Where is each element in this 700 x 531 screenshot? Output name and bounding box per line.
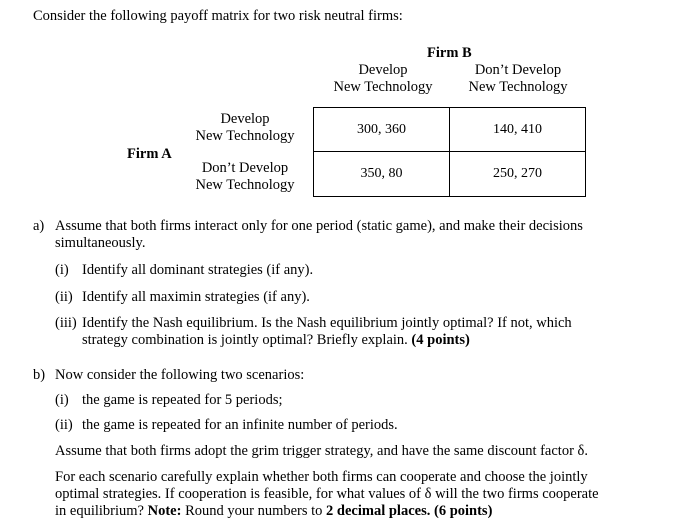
part-b-item-2-num: (ii) [55, 417, 73, 433]
part-a-item-2-text: Identify all maximin strategies (if any). [82, 289, 310, 305]
part-b-assume: Assume that both firms adopt the grim trigger strategy, and have the same discount factor δ. [55, 443, 588, 459]
part-b-points: (6 points) [433, 503, 493, 519]
part-a-item-3-num: (iii) [55, 315, 77, 331]
part-a-question [55, 218, 583, 252]
part-a-item-1-num: (i) [55, 262, 69, 278]
part-b-intro: Now consider the following two scenarios: [55, 367, 305, 383]
part-b-final-line3-pre: in equilibrium? [55, 503, 144, 519]
part-a-item-1-text: Identify all dominant strategies (if any). [82, 262, 314, 278]
part-b-label: b) [33, 367, 46, 383]
col-header-develop [318, 62, 448, 96]
payoff-cell-dont-dont: 250, 270 [493, 166, 542, 181]
payoff-cell-develop-dont: 140, 410 [493, 121, 542, 137]
row-header-develop-line1: Develop [220, 111, 270, 127]
col-header-develop-line2: New Technology [333, 79, 433, 95]
part-a-line2: simultaneously. [55, 235, 146, 251]
row-header-dont-develop-line1: Don’t Develop [201, 160, 289, 176]
col-header-dont-develop-line2: New Technology [468, 79, 568, 95]
part-b-item-1-text: the game is repeated for 5 periods; [82, 392, 283, 408]
part-b-final [55, 469, 599, 520]
part-b-final-line2: optimal strategies. If cooperation is feasible, for what values of δ will the two firms cooperate [55, 486, 599, 502]
row-header-develop [186, 111, 304, 145]
col-header-dont-develop-line1: Don’t Develop [474, 62, 562, 78]
row-header-dont-develop [186, 160, 304, 194]
part-a-item-3-line2 [82, 332, 572, 349]
part-a-item-3-line1: Identify the Nash equilibrium. Is the Nash equilibrium jointly optimal? If not, which [82, 315, 572, 331]
part-b-final-line3 [55, 503, 599, 520]
row-header-develop-line2: New Technology [195, 128, 295, 144]
part-b-note-bold: 2 decimal places. [326, 503, 431, 519]
row-header-dont-develop-line2: New Technology [195, 177, 295, 193]
firm-b-label: Firm B [427, 45, 472, 61]
part-a-item-3 [82, 315, 572, 349]
col-header-dont-develop [453, 62, 583, 96]
payoff-matrix [313, 107, 586, 197]
firm-a-label: Firm A [127, 146, 172, 162]
part-b-item-1-num: (i) [55, 392, 69, 408]
part-b-note-text: Round your numbers to [185, 503, 323, 519]
part-b-final-line1: For each scenario carefully explain whether both firms can cooperate and choose the jointly [55, 469, 588, 485]
col-header-develop-line1: Develop [358, 62, 408, 78]
intro-text: Consider the following payoff matrix for two risk neutral firms: [33, 8, 403, 24]
payoff-cell-dont-develop: 350, 80 [360, 166, 403, 181]
payoff-cell-develop-develop: 300, 360 [357, 121, 406, 137]
part-a-line1: Assume that both firms interact only for one period (static game), and make their decisions [55, 218, 583, 234]
part-b-item-2-text: the game is repeated for an infinite number of periods. [82, 417, 398, 433]
part-a-item-2-num: (ii) [55, 289, 73, 305]
part-a-label: a) [33, 218, 45, 234]
part-b-note-label: Note: [147, 503, 182, 519]
part-a-item-3-line2-text: strategy combination is jointly optimal? Briefly explain. [82, 332, 408, 348]
part-a-points: (4 points) [411, 332, 470, 348]
